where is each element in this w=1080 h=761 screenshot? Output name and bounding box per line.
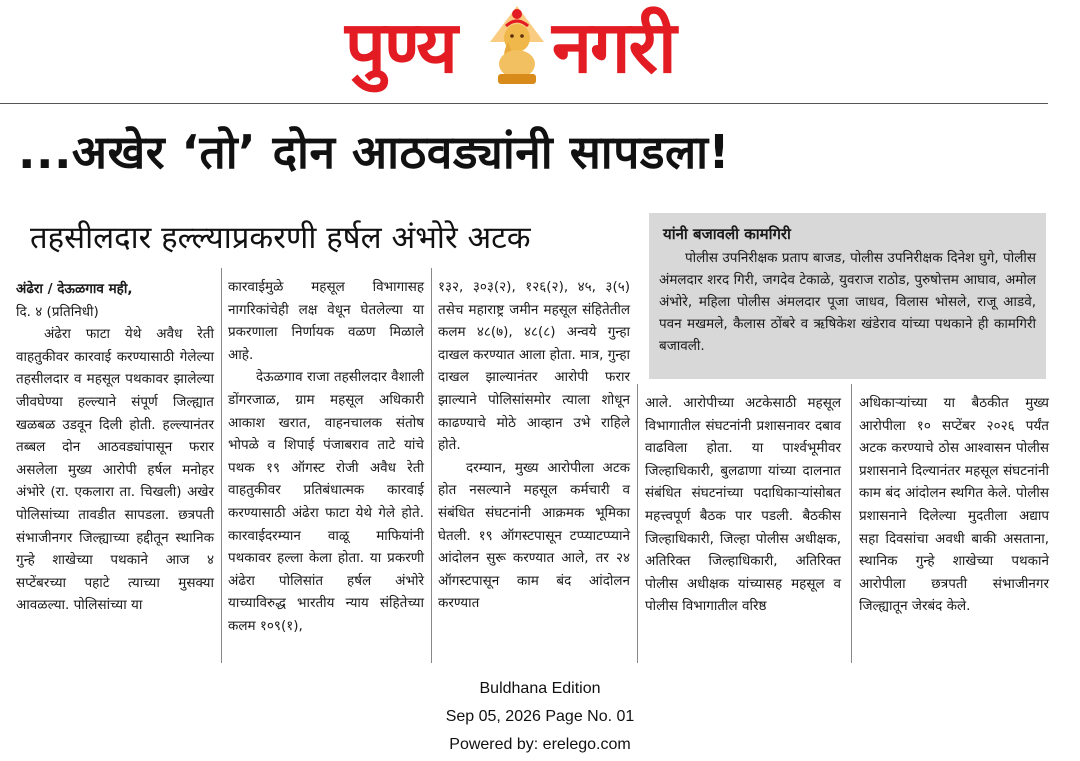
article-paragraph: अंढेरा फाटा येथे अवैध रेती वाहतुकीवर कारवाई करण्यासाठी गेलेल्या तहसीलदार व महसूल पथकावर झालेल्या जीवघेण्या हल्ल्याने संपूर्ण जिल्ह्यात खळबळ उडवून दिली होती. हल्ल्यानंतर तब्बल दोन आठवड्यांपासून फरार असलेला मुख्य आरोपी हर्षल मनोहर अंभोरे (रा. एकलारा ता. चिखली) अखेर पोलिसांच्या तावडीत सापडला. छत्रपती संभाजीनगर जिल्ह्याच्या हद्दीतून स्थानिक गुन्हे शाखेच्या पथकाने आज ४ सप्टेंबरच्या पहाटे त्याच्या मुसक्या आवळल्या. पोलिसांच्या या [16, 326, 214, 614]
column-divider [431, 268, 432, 663]
sidebar-title: यांनी बजावली कामगिरी [663, 225, 791, 243]
column-divider [221, 268, 222, 663]
article-dateline: अंढेरा / देऊळगाव मही, [16, 281, 133, 297]
column-divider [851, 384, 852, 663]
masthead-title-left: पुण्य [345, 5, 456, 89]
article-paragraph: कारवाईमुळे महसूल विभागासह नागरिकांचेही लक्ष वेधून घेतलेल्या या प्रकरणाला निर्णायक वळण मिळाले आहे. [228, 279, 424, 363]
masthead-divider [0, 103, 1048, 104]
article-byline: दि. ४ (प्रतिनिधी) [16, 303, 99, 320]
article-paragraph: १३२, ३०३(२), १२६(२), ४५, ३(५) तसेच महाराष्ट्र जमीन महसूल संहितेतील कलम ४८(७), ४८(८) अन्वये गुन्हा दाखल करण्यात आला होता. मात्र, गुन्हा दाखल झाल्यानंतर आरोपी फरार झाल्याने पोलिसांसमोर त्याला शोधून काढण्याचे मोठे आव्हान उभे राहिले होते. [438, 279, 630, 454]
article-subheadline: तहसीलदार हल्ल्याप्रकरणी हर्षल अंभोरे अटक [30, 220, 531, 256]
column-divider [637, 384, 638, 663]
masthead [0, 0, 1080, 100]
article-column-1 [16, 278, 214, 617]
masthead-title-right: नगरी [552, 5, 675, 89]
footer-powered-by: Powered by: erelego.com [449, 736, 631, 753]
article-paragraph: आले. आरोपीच्या अटकेसाठी महसूल विभागातील संघटनांनी प्रशासनावर दबाव वाढविला होता. या पार्श्वभूमीवर जिल्हाधिकारी, बुलढाणा यांच्या दालनात संबंधित संघटनांच्या पदाधिकाऱ्यांसोबत महत्त्वपूर्ण बैठक पार पडली. बैठकीस जिल्हाधिकारी, जिल्हा पोलीस अधीक्षक, अतिरिक्त जिल्हाधिकारी, अतिरिक्त पोलीस अधीक्षक यांच्यासह महसूल व पोलीस विभागातील वरिष्ठ [645, 395, 841, 615]
article-paragraph: दरम्यान, मुख्य आरोपीला अटक होत नसल्याने महसूल कर्मचारी व संबंधित संघटनांनी आक्रमक भूमिका घेतली. १९ ऑगस्टपासून टप्प्याटप्प्याने आंदोलन सुरू करण्यात आले, तर २४ ऑगस्टपासून काम बंद आंदोलन करण्यात [438, 459, 630, 612]
article-paragraph: अधिकाऱ्यांच्या या बैठकीत मुख्य आरोपीला १० सप्टेंबर २०२६ पर्यंत अटक करण्याचे ठोस आश्वासन पोलीस प्रशासनाने दिल्यानंतर महसूल संघटनांनी काम बंद आंदोलन स्थगित केले. पोलीस प्रशासनाने दिलेल्या मुदतीला अद्याप सहा दिवसांचा अवधी बाकी असताना, स्थानिक गुन्हे शाखेच्या पथकाने आरोपीला छत्रपती संभाजीनगर जिल्ह्यातून जेरबंद केले. [859, 395, 1049, 615]
ganesha-emblem-icon [486, 2, 548, 88]
article-column-3 [438, 276, 630, 615]
article-headline: ...अखेर ‘तो’ दोन आठवड्यांनी सापडला! [18, 125, 731, 179]
footer-edition: Buldhana Edition [479, 680, 601, 697]
article-paragraph: देऊळगाव राजा तहसीलदार वैशाली डोंगरजाळ, ग्राम महसूल अधिकारी आकाश खरात, वाहनचालक संतोष भोपळे व शिपाई पंजाबराव ताटे यांचे पथक १९ ऑगस्ट रोजी अवैध रेती वाहतुकीवर प्रतिबंधात्मक कारवाई करण्यासाठी अंढेरा फाटा येथे गेले होते. कारवाईदरम्यान वाळू माफियांनी पथकावर हल्ला केला होता. या प्रकरणी अंढेरा पोलिसांत हर्षल अंभोरे याच्याविरुद्ध भारतीय न्याय संहितेच्या कलम १०९(१), [228, 369, 424, 634]
article-column-5 [859, 392, 1049, 618]
sidebar-box [649, 213, 1046, 379]
article-column-4 [645, 392, 841, 618]
sidebar-body: पोलीस उपनिरीक्षक प्रताप बाजड, पोलीस उपनिरीक्षक दिनेश घुगे, पोलीस अंमलदार शरद गिरी, जगदेव टेकाळे, युवराज राठोड, पुरुषोत्तम आघाव, अमोल अंभोरे, महिला पोलीस अंमलदार पूजा जाधव, विलास भोसले, राजू आडवे, पवन मखमले, कैलास ठोंबरे व ऋषिकेश खंडेराव यांच्या पथकाने ही कामगिरी बजावली. [659, 250, 1036, 354]
footer-date-page: Sep 05, 2026 Page No. 01 [445, 708, 635, 725]
article-column-2 [228, 276, 424, 638]
